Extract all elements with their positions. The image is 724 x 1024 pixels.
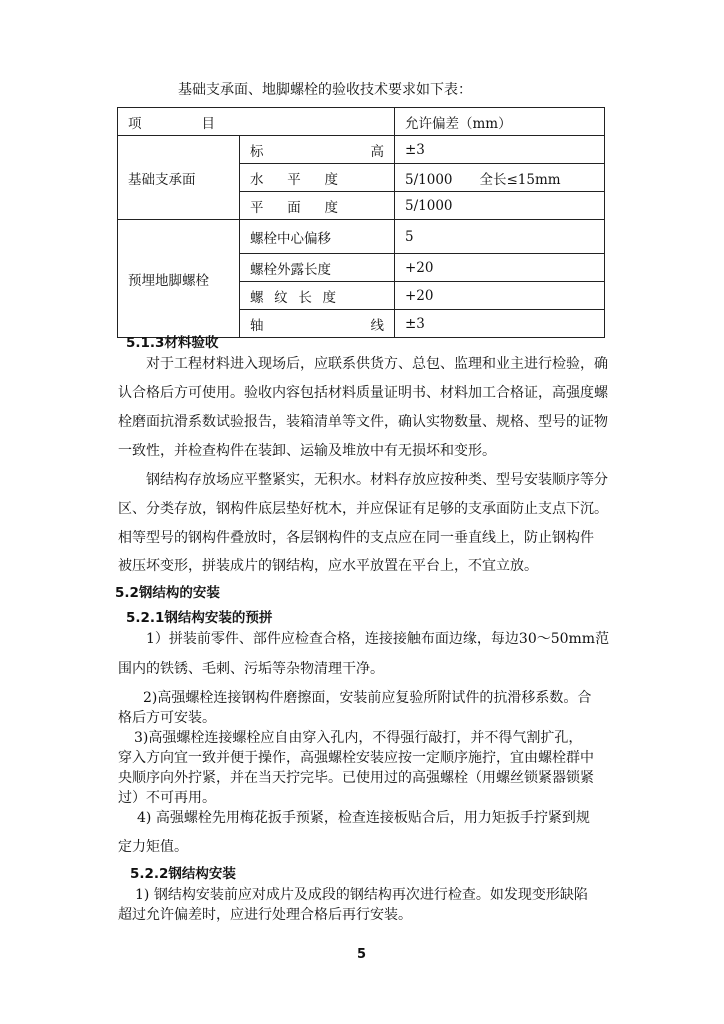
paragraph-line: 栓磨面抗滑系数试验报告，装箱清单等文件，确认实物数量、规格、型号的证物 <box>118 414 608 430</box>
section-heading-5-2: 5.2钢结构的安装 <box>115 585 220 601</box>
row-value: 5/1000 全长≤15mm <box>395 164 605 192</box>
paragraph-line: 过）不可再用。 <box>118 790 216 806</box>
paragraph-line: 区、分类存放，钢构件底层垫好枕木，并应保证有足够的支承面防止支点下沉。 <box>118 501 608 517</box>
section-heading-5-1-3: 5.1.3材料验收 <box>126 335 219 351</box>
row-value: ±3 <box>395 136 605 164</box>
paragraph-line: 格后方可安装。 <box>118 710 216 726</box>
paragraph-line: 1）拼装前零件、部件应检查合格，连接接触布面边缘，每边30～50mm范 <box>146 631 610 647</box>
acceptance-table <box>117 107 605 338</box>
paragraph-line: 穿入方向宜一致并便于操作，高强螺栓安装应按一定顺序施拧，宜由螺栓群中 <box>118 750 594 766</box>
page-number: 5 <box>357 947 367 962</box>
row-item: 螺 纹 长 度 <box>240 282 395 310</box>
paragraph-line: 4) 高强螺栓先用梅花扳手预紧，检查连接板贴合后，用力矩扳手拧紧到规 <box>137 810 590 826</box>
row-value: 5 <box>395 220 605 254</box>
header-item: 项 目 <box>118 108 395 136</box>
row-value: 5/1000 <box>395 192 605 220</box>
paragraph-line: 3)高强螺栓连接螺栓应自由穿入孔内，不得强行敲打，并不得气割扩孔， <box>134 730 583 746</box>
section-heading-5-2-1: 5.2.1钢结构安装的预拼 <box>126 610 273 626</box>
intro-text: 基础支承面、地脚螺栓的验收技术要求如下表： <box>178 82 472 98</box>
paragraph-line: 超过允许偏差时，应进行处理合格后再行安装。 <box>118 907 412 923</box>
table-header-row <box>118 108 605 136</box>
table-row <box>118 220 605 254</box>
paragraph-line: 认合格后方可使用。验收内容包括材料质量证明书、材料加工合格证，高强度螺 <box>118 385 608 401</box>
group-name: 基础支承面 <box>118 136 240 220</box>
paragraph-line: 定力矩值。 <box>118 839 188 855</box>
row-item: 螺栓中心偏移 <box>240 220 395 254</box>
group-name: 预埋地脚螺栓 <box>118 220 240 338</box>
row-item: 水 平 度 <box>240 164 395 192</box>
row-value: +20 <box>395 254 605 282</box>
row-item: 平 面 度 <box>240 192 395 220</box>
row-value: +20 <box>395 282 605 310</box>
row-value: ±3 <box>395 310 605 338</box>
paragraph-line: 对于工程材料进入现场后，应联系供货方、总包、监理和业主进行检验，确 <box>146 356 608 372</box>
paragraph-line: 1) 钢结构安装前应对成片及成段的钢结构再次进行检查。如发现变形缺陷 <box>135 887 588 903</box>
table-row <box>118 136 605 164</box>
paragraph-line: 央顺序向外拧紧，并在当天拧完毕。已使用过的高强螺栓（用螺丝锁紧器锁紧 <box>118 770 594 786</box>
section-heading-5-2-2: 5.2.2钢结构安装 <box>130 866 236 882</box>
paragraph-line: 钢结构存放场应平整紧实，无积水。材料存放应按种类、型号安装顺序等分 <box>146 472 608 488</box>
paragraph-line: 一致性，并检查构件在装卸、运输及堆放中有无损坏和变形。 <box>118 443 496 459</box>
paragraph-line: 2)高强螺栓连接钢构件磨擦面，安装前应复验所附试件的抗滑移系数。合 <box>143 690 592 706</box>
paragraph-line: 相等型号的钢构件叠放时，各层钢构件的支点应在同一垂直线上，防止钢构件 <box>118 530 594 546</box>
header-tolerance: 允许偏差（mm） <box>395 108 605 136</box>
paragraph-line: 围内的铁锈、毛刺、污垢等杂物清理干净。 <box>118 661 384 677</box>
row-item: 螺栓外露长度 <box>240 254 395 282</box>
paragraph-line: 被压坏变形，拼装成片的钢结构，应水平放置在平台上，不宜立放。 <box>118 558 538 574</box>
row-item: 标 高 <box>240 136 395 164</box>
row-item: 轴 线 <box>240 310 395 338</box>
